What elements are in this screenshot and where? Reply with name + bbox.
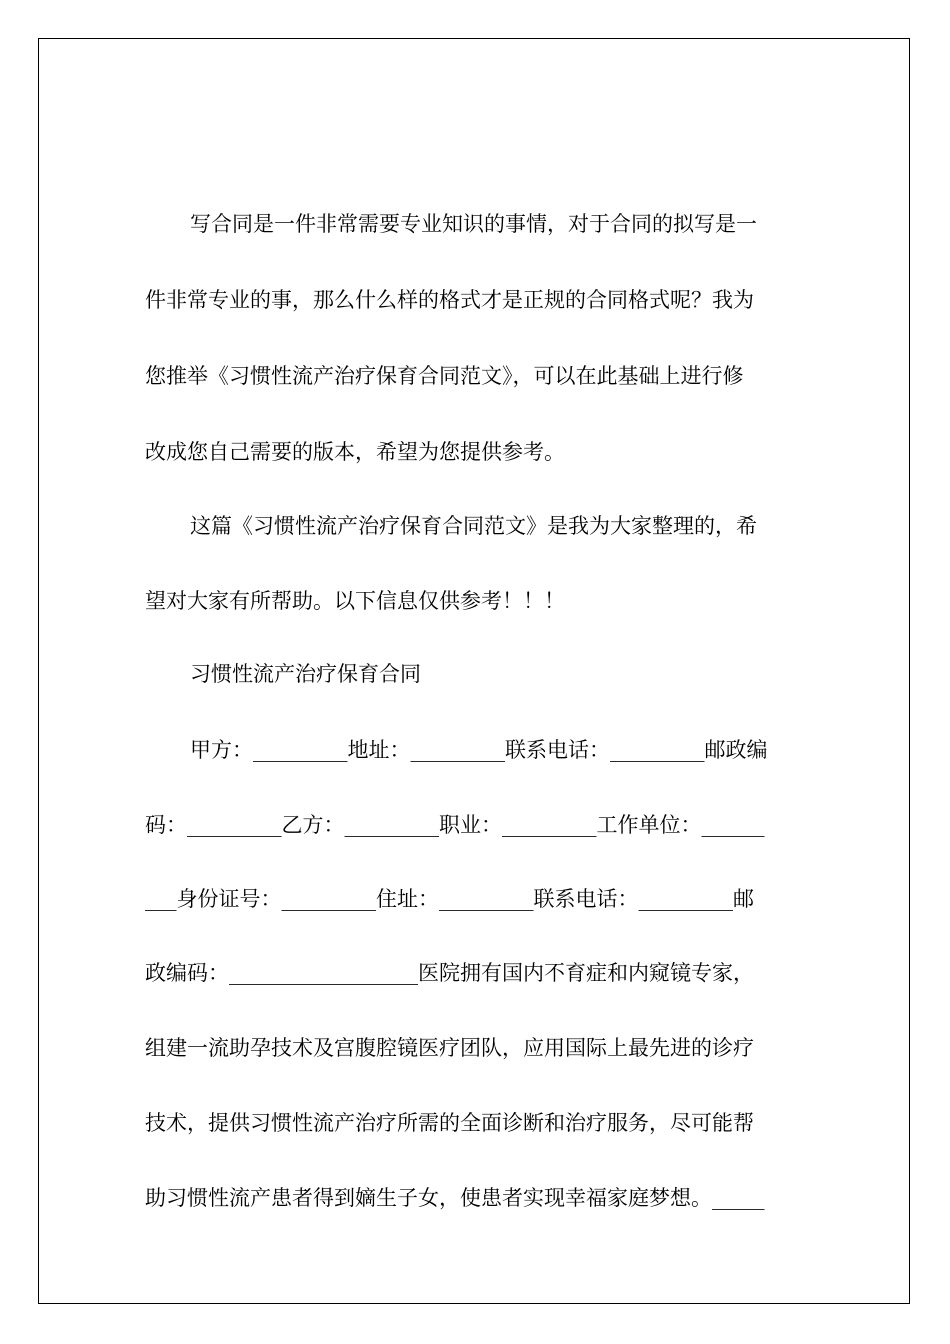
paragraph-intro-line-3: 您推举《习惯性流产治疗保育合同范文》，可以在此基础上进行修 [145,364,744,388]
contract-title: 习惯性流产治疗保育合同 [190,662,421,686]
contract-body-line-5: 组建一流助孕技术及宫腹腔镜医疗团队，应用国际上最先进的诊疗 [145,1036,754,1060]
paragraph-intro-line-1: 写合同是一件非常需要专业知识的事情，对于合同的拟写是一 [190,212,757,236]
contract-body-line-1: 甲方：_________地址：_________联系电话：_________邮政编 [190,738,768,762]
contract-body-line-3: ___身份证号：_________住址：_________联系电话：_________邮 [145,887,754,911]
paragraph-intro-line-2: 件非常专业的事，那么什么样的格式才是正规的合同格式呢？我为 [145,288,754,312]
paragraph-intro-line-4: 改成您自己需要的版本，希望为您提供参考。 [145,440,565,464]
paragraph-note-line-1: 这篇《习惯性流产治疗保育合同范文》是我为大家整理的，希 [190,514,757,538]
paragraph-note-line-2: 望对大家有所帮助。以下信息仅供参考！！！ [145,589,565,613]
contract-body-line-4: 政编码：__________________医院拥有国内不育症和内窥镜专家， [145,961,754,985]
contract-body-line-2: 码：_________乙方：_________职业：_________工作单位：______ [145,813,765,837]
contract-body-line-6: 技术，提供习惯性流产治疗所需的全面诊断和治疗服务，尽可能帮 [145,1111,754,1135]
contract-body-line-7: 助习惯性流产患者得到嫡生子女，使患者实现幸福家庭梦想。_____ [145,1186,765,1210]
